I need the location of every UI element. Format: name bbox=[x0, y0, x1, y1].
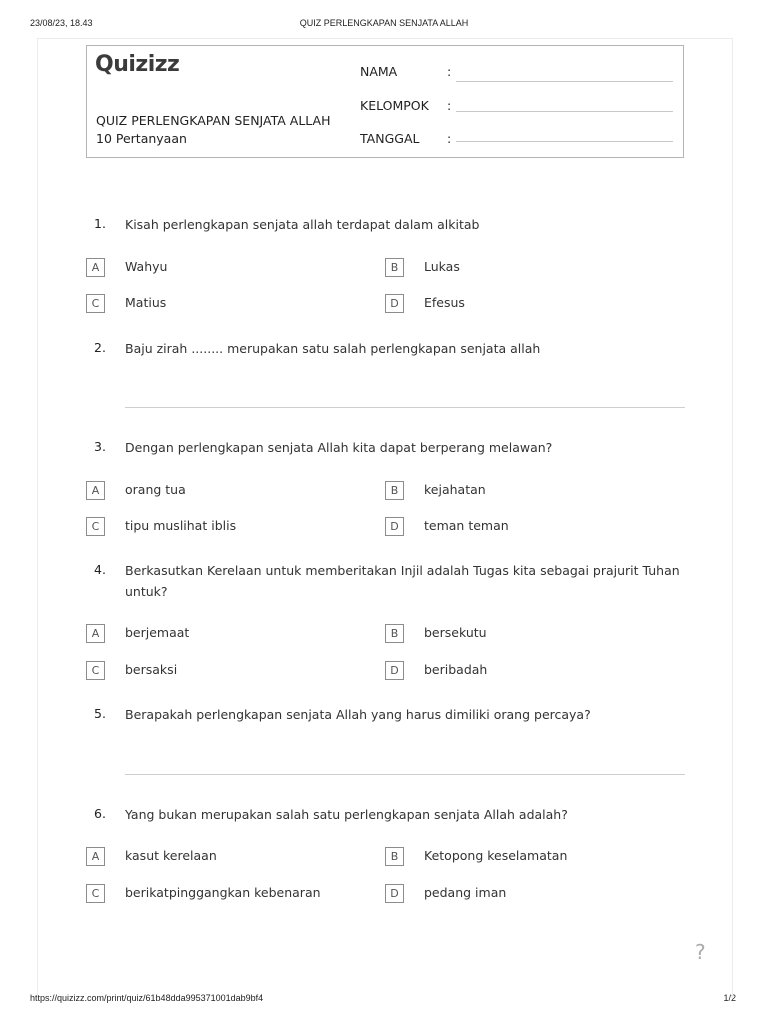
question-mark-icon[interactable]: ? bbox=[695, 940, 706, 964]
option-text: Wahyu bbox=[125, 259, 168, 274]
name-field-colon: : bbox=[447, 64, 452, 79]
option-text: teman teman bbox=[424, 518, 509, 533]
answer-line[interactable] bbox=[125, 774, 685, 775]
option-letter-box[interactable]: A bbox=[86, 847, 105, 866]
question-text: Yang bukan merupakan salah satu perlengkapan senjata Allah adalah? bbox=[125, 807, 568, 822]
name-field-line[interactable] bbox=[456, 81, 673, 82]
option-text: kejahatan bbox=[424, 482, 486, 497]
group-field-label: KELOMPOK bbox=[360, 98, 429, 113]
option-letter-box[interactable]: D bbox=[385, 884, 404, 903]
question-number: 2. bbox=[94, 340, 106, 355]
option-text: Ketopong keselamatan bbox=[424, 848, 568, 863]
date-field-colon: : bbox=[447, 131, 452, 146]
option-letter-box[interactable]: C bbox=[86, 661, 105, 680]
question-text: Kisah perlengkapan senjata allah terdapat dalam alkitab bbox=[125, 217, 480, 232]
quizizz-logo: Quizizz bbox=[95, 52, 180, 77]
option-text: Efesus bbox=[424, 295, 465, 310]
question-text: Baju zirah ........ merupakan satu salah perlengkapan senjata allah bbox=[125, 341, 541, 356]
group-field-line[interactable] bbox=[456, 111, 673, 112]
print-datetime: 23/08/23, 18.43 bbox=[30, 18, 93, 28]
option-text: bersaksi bbox=[125, 662, 178, 677]
option-text: bersekutu bbox=[424, 625, 487, 640]
question-text: Berkasutkan Kerelaan untuk memberitakan Injil adalah Tugas kita sebagai prajurit Tuhan untuk? bbox=[125, 563, 680, 599]
question-count: 10 Pertanyaan bbox=[96, 131, 187, 146]
question-number: 6. bbox=[94, 806, 106, 821]
option-text: Lukas bbox=[424, 259, 460, 274]
option-text: berikatpinggangkan kebenaran bbox=[125, 885, 321, 900]
question-number: 1. bbox=[94, 216, 106, 231]
question-text: Berapakah perlengkapan senjata Allah yang harus dimiliki orang percaya? bbox=[125, 707, 591, 722]
option-letter-box[interactable]: B bbox=[385, 258, 404, 277]
option-letter-box[interactable]: A bbox=[86, 624, 105, 643]
option-letter-box[interactable]: B bbox=[385, 847, 404, 866]
option-letter-box[interactable]: C bbox=[86, 884, 105, 903]
quiz-title: QUIZ PERLENGKAPAN SENJATA ALLAH bbox=[96, 113, 331, 128]
option-letter-box[interactable]: D bbox=[385, 661, 404, 680]
question-number: 3. bbox=[94, 439, 106, 454]
option-text: orang tua bbox=[125, 482, 186, 497]
date-field-line[interactable] bbox=[456, 141, 673, 142]
option-letter-box[interactable]: B bbox=[385, 481, 404, 500]
print-page-number: 1/2 bbox=[723, 993, 736, 1003]
option-text: kasut kerelaan bbox=[125, 848, 217, 863]
option-text: berjemaat bbox=[125, 625, 190, 640]
question-number: 5. bbox=[94, 706, 106, 721]
option-letter-box[interactable]: A bbox=[86, 258, 105, 277]
option-letter-box[interactable]: B bbox=[385, 624, 404, 643]
question-number: 4. bbox=[94, 562, 106, 577]
print-url: https://quizizz.com/print/quiz/61b48dda995371001dab9bf4 bbox=[30, 993, 264, 1003]
name-field-label: NAMA bbox=[360, 64, 398, 79]
option-text: pedang iman bbox=[424, 885, 507, 900]
option-letter-box[interactable]: C bbox=[86, 294, 105, 313]
option-text: tipu muslihat iblis bbox=[125, 518, 237, 533]
date-field-label: TANGGAL bbox=[360, 131, 420, 146]
option-letter-box[interactable]: D bbox=[385, 517, 404, 536]
group-field-colon: : bbox=[447, 98, 452, 113]
option-letter-box[interactable]: A bbox=[86, 481, 105, 500]
option-text: beribadah bbox=[424, 662, 488, 677]
answer-line[interactable] bbox=[125, 407, 685, 408]
option-text: Matius bbox=[125, 295, 167, 310]
option-letter-box[interactable]: C bbox=[86, 517, 105, 536]
option-letter-box[interactable]: D bbox=[385, 294, 404, 313]
question-text: Dengan perlengkapan senjata Allah kita dapat berperang melawan? bbox=[125, 440, 553, 455]
print-page-title: QUIZ PERLENGKAPAN SENJATA ALLAH bbox=[299, 18, 469, 28]
